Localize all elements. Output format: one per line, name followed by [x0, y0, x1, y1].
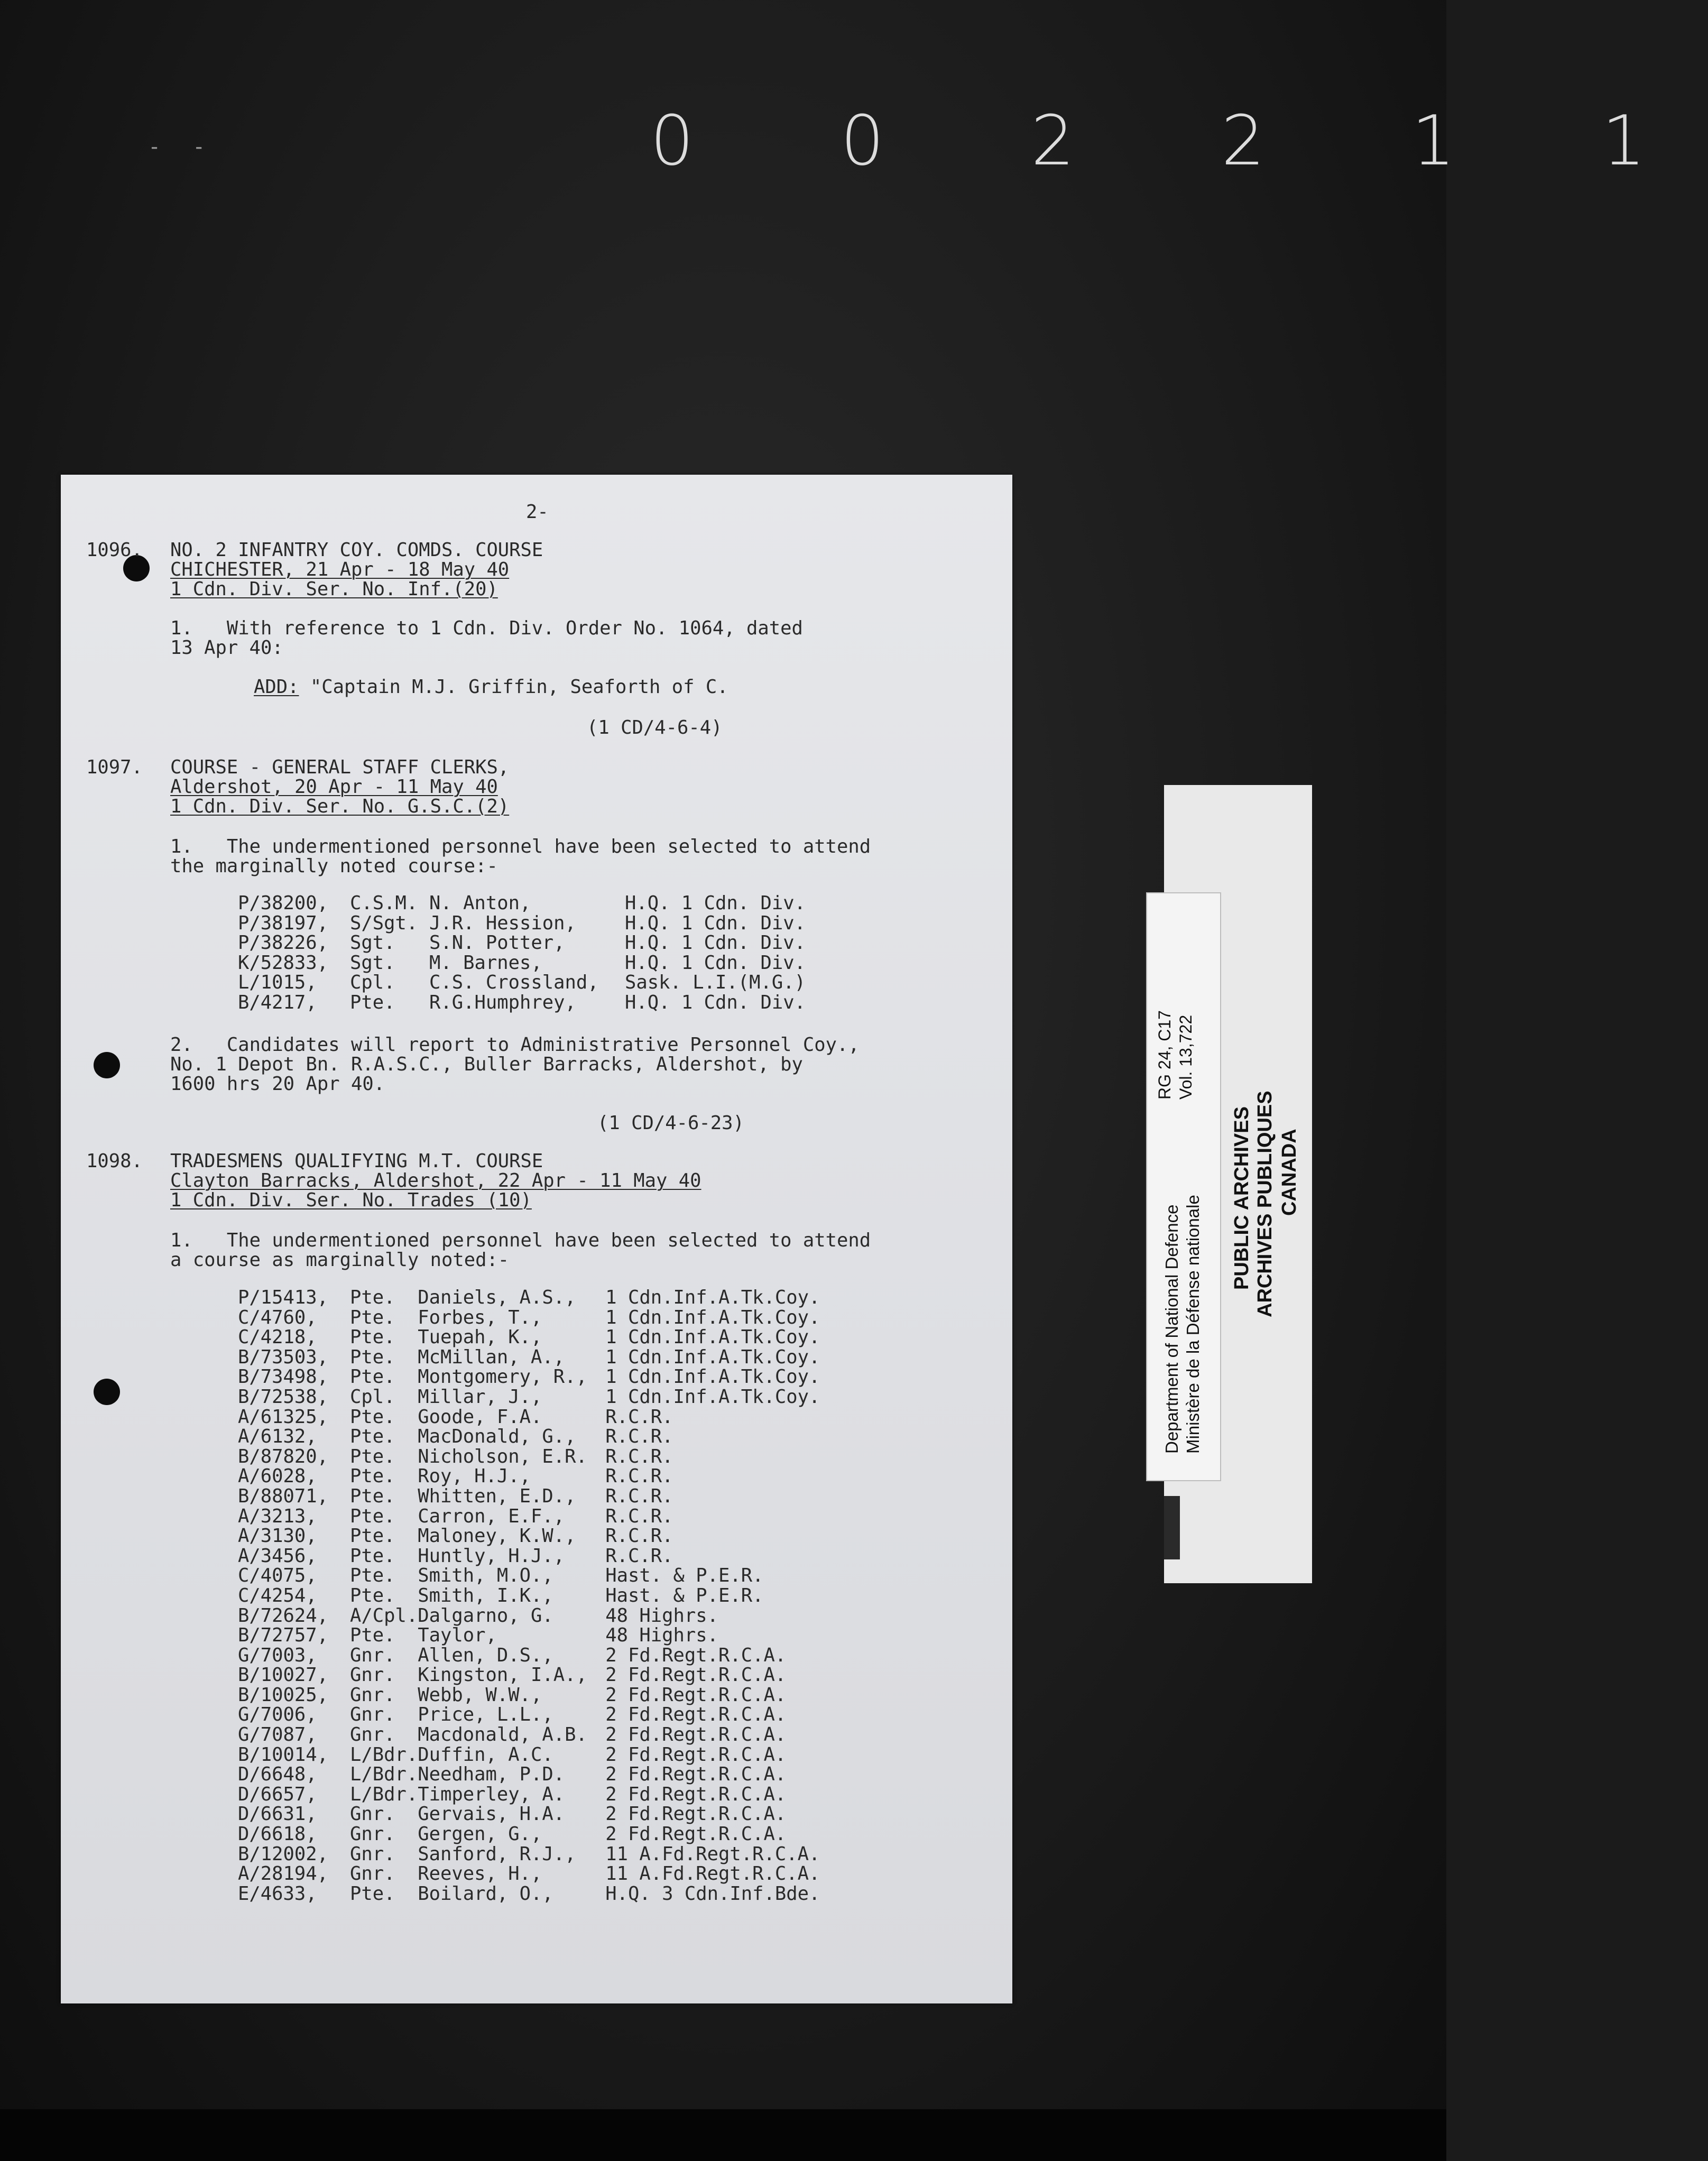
personnel-rank: A/Cpl. — [350, 1604, 418, 1627]
paragraph-line: 1. The undermentioned personnel have been selected to attend — [170, 836, 871, 857]
personnel-unit: R.C.R. — [605, 1426, 673, 1448]
personnel-number: D/6657, — [238, 1783, 317, 1805]
order-number: 1096. — [86, 539, 143, 561]
personnel-unit: 1 Cdn.Inf.A.Tk.Coy. — [605, 1386, 820, 1408]
personnel-unit: 2 Fd.Regt.R.C.A. — [605, 1664, 787, 1686]
personnel-name: Gergen, G., — [418, 1823, 542, 1845]
personnel-name: Smith, I.K., — [418, 1584, 553, 1606]
personnel-rank: Pte. — [350, 1426, 395, 1448]
personnel-name: Millar, J., — [418, 1386, 542, 1408]
archive-label — [1146, 892, 1221, 1481]
film-edge — [0, 2109, 1446, 2161]
personnel-number: B/72624, — [238, 1604, 328, 1627]
personnel-name: Whitten, E.D., — [418, 1485, 576, 1507]
archive-tab-notch — [1164, 1496, 1180, 1559]
paragraph-line: a course as marginally noted:- — [170, 1249, 510, 1271]
personnel-unit: 11 A.Fd.Regt.R.C.A. — [605, 1863, 820, 1885]
archives-en: PUBLIC ARCHIVES — [1231, 1106, 1253, 1290]
personnel-name: M. Barnes, — [429, 952, 542, 974]
personnel-rank: Gnr. — [350, 1823, 395, 1845]
personnel-number: A/28194, — [238, 1863, 328, 1885]
personnel-rank: Pte. — [350, 1882, 395, 1905]
personnel-unit: 1 Cdn.Inf.A.Tk.Coy. — [605, 1306, 820, 1328]
table-row — [238, 1725, 880, 1745]
personnel-unit: 1 Cdn.Inf.A.Tk.Coy. — [605, 1366, 820, 1388]
table-row — [238, 993, 879, 1013]
add-line — [254, 677, 728, 697]
personnel-rank: Gnr. — [350, 1803, 395, 1825]
personnel-rank: Pte. — [350, 1525, 395, 1547]
personnel-rank: Gnr. — [350, 1724, 395, 1746]
personnel-name: Huntly, H.J., — [418, 1545, 565, 1567]
personnel-name: Roy, H.J., — [418, 1465, 531, 1488]
personnel-unit: R.C.R. — [605, 1545, 673, 1567]
personnel-name: Sanford, R.J., — [418, 1843, 576, 1865]
personnel-rank: Sgt. — [350, 952, 395, 974]
personnel-number: A/6028, — [238, 1465, 317, 1488]
personnel-number: C/4760, — [238, 1306, 317, 1328]
table-row — [238, 1685, 880, 1705]
personnel-number: P/38226, — [238, 932, 328, 954]
table-row — [238, 1466, 880, 1486]
personnel-name: J.R. Hession, — [429, 912, 576, 934]
personnel-number: L/1015, — [238, 972, 317, 994]
table-row — [238, 1844, 880, 1864]
personnel-number: A/61325, — [238, 1406, 328, 1428]
archives-country: CANADA — [1278, 1129, 1300, 1216]
personnel-rank: Pte. — [350, 1465, 395, 1488]
table-row — [238, 1884, 880, 1904]
file-reference: (1 CD/4-6-23) — [597, 1112, 744, 1134]
table-row — [238, 913, 879, 934]
personnel-unit: 11 A.Fd.Regt.R.C.A. — [605, 1843, 820, 1865]
personnel-number: B/88071, — [238, 1485, 328, 1507]
table-row — [238, 1546, 880, 1566]
personnel-rank: Cpl. — [350, 1386, 395, 1408]
personnel-unit: 2 Fd.Regt.R.C.A. — [605, 1823, 787, 1845]
personnel-name: Kingston, I.A., — [418, 1664, 587, 1686]
personnel-number: G/7087, — [238, 1724, 317, 1746]
table-row — [238, 1447, 880, 1467]
punch-hole — [94, 1052, 120, 1078]
personnel-name: Maloney, K.W., — [418, 1525, 576, 1547]
personnel-name: S.N. Potter, — [429, 932, 565, 954]
personnel-unit: 1 Cdn.Inf.A.Tk.Coy. — [605, 1326, 820, 1349]
file-reference: (1 CD/4-6-4) — [587, 717, 723, 738]
personnel-name: Reeves, H., — [418, 1863, 542, 1885]
paragraph-line: No. 1 Depot Bn. R.A.S.C., Buller Barracks, Aldershot, by — [170, 1054, 803, 1075]
personnel-name: Dalgarno, G. — [418, 1604, 553, 1627]
personnel-unit: 2 Fd.Regt.R.C.A. — [605, 1684, 787, 1706]
personnel-name: N. Anton, — [429, 892, 531, 914]
table-row — [238, 933, 879, 953]
personnel-number: G/7006, — [238, 1704, 317, 1726]
personnel-name: Needham, P.D. — [418, 1763, 565, 1786]
personnel-rank: Pte. — [350, 1505, 395, 1527]
personnel-name: Forbes, T., — [418, 1306, 542, 1328]
personnel-unit: H.Q. 3 Cdn.Inf.Bde. — [605, 1882, 820, 1905]
table-row — [238, 1785, 880, 1805]
personnel-rank: Pte. — [350, 1406, 395, 1428]
personnel-unit: H.Q. 1 Cdn. Div. — [625, 892, 806, 914]
personnel-name: Smith, M.O., — [418, 1565, 553, 1587]
personnel-rank: Pte. — [350, 1545, 395, 1567]
personnel-rank: Gnr. — [350, 1863, 395, 1885]
paragraph-line: the marginally noted course:- — [170, 855, 498, 877]
punch-hole — [94, 1379, 120, 1405]
personnel-number: C/4218, — [238, 1326, 317, 1349]
personnel-unit: 1 Cdn.Inf.A.Tk.Coy. — [605, 1346, 820, 1368]
personnel-unit: Hast. & P.E.R. — [605, 1584, 764, 1606]
personnel-rank: Gnr. — [350, 1644, 395, 1666]
table-row — [238, 1745, 880, 1765]
personnel-unit: H.Q. 1 Cdn. Div. — [625, 952, 806, 974]
personnel-number: B/72538, — [238, 1386, 328, 1408]
personnel-number: B/72757, — [238, 1624, 328, 1647]
table-row — [238, 953, 879, 973]
personnel-number: B/10025, — [238, 1684, 328, 1706]
personnel-rank: Pte. — [350, 1287, 395, 1308]
personnel-unit: R.C.R. — [605, 1445, 673, 1467]
personnel-number: G/7003, — [238, 1644, 317, 1666]
personnel-unit: 2 Fd.Regt.R.C.A. — [605, 1803, 787, 1825]
personnel-number: E/4633, — [238, 1882, 317, 1905]
personnel-number: A/6132, — [238, 1426, 317, 1448]
table-row — [238, 1665, 880, 1685]
personnel-name: Nicholson, E.R. — [418, 1445, 587, 1467]
personnel-number: D/6648, — [238, 1763, 317, 1786]
add-label: ADD: — [254, 676, 299, 698]
personnel-unit: R.C.R. — [605, 1505, 673, 1527]
personnel-rank: L/Bdr. — [350, 1743, 418, 1766]
paragraph-line: 1. The undermentioned personnel have been selected to attend — [170, 1230, 871, 1251]
order-title: COURSE - GENERAL STAFF CLERKS, — [170, 756, 510, 778]
personnel-unit: R.C.R. — [605, 1525, 673, 1547]
table-row — [238, 1387, 880, 1407]
personnel-name: Duffin, A.C. — [418, 1743, 553, 1766]
personnel-rank: Gnr. — [350, 1843, 395, 1865]
archive-ref-2: Vol. 13,722 — [1176, 1014, 1195, 1100]
personnel-rank: Pte. — [350, 1584, 395, 1606]
personnel-rank: Gnr. — [350, 1684, 395, 1706]
personnel-name: Daniels, A.S., — [418, 1287, 576, 1308]
table-row — [238, 1327, 880, 1347]
personnel-unit: 48 Highrs. — [605, 1604, 718, 1627]
table-row — [238, 1288, 880, 1308]
table-row — [238, 1566, 880, 1586]
personnel-name: Gervais, H.A. — [418, 1803, 565, 1825]
personnel-unit: 2 Fd.Regt.R.C.A. — [605, 1763, 787, 1786]
personnel-rank: Pte. — [350, 1326, 395, 1349]
personnel-number: A/3456, — [238, 1545, 317, 1567]
personnel-number: A/3213, — [238, 1505, 317, 1527]
personnel-number: B/87820, — [238, 1445, 328, 1467]
table-row — [238, 1347, 880, 1368]
table-row — [238, 893, 879, 913]
personnel-unit: R.C.R. — [605, 1465, 673, 1488]
document-page — [61, 475, 1012, 2003]
paragraph-line: 1600 hrs 20 Apr 40. — [170, 1073, 385, 1095]
order-serial: 1 Cdn. Div. Ser. No. Trades (10) — [170, 1189, 532, 1211]
personnel-unit: 2 Fd.Regt.R.C.A. — [605, 1783, 787, 1805]
personnel-name: Boilard, O., — [418, 1882, 553, 1905]
personnel-unit: H.Q. 1 Cdn. Div. — [625, 991, 806, 1013]
personnel-rank: Pte. — [350, 1565, 395, 1587]
table-row — [238, 1606, 880, 1626]
personnel-number: B/10014, — [238, 1743, 328, 1766]
table-row — [238, 1824, 880, 1844]
table-row — [238, 1705, 880, 1725]
personnel-rank: S/Sgt. — [350, 912, 418, 934]
personnel-number: C/4075, — [238, 1565, 317, 1587]
personnel-rank: Pte. — [350, 1366, 395, 1388]
personnel-name: Timperley, A. — [418, 1783, 565, 1805]
personnel-unit: 2 Fd.Regt.R.C.A. — [605, 1724, 787, 1746]
order-title: NO. 2 INFANTRY COY. COMDS. COURSE — [170, 539, 543, 561]
paragraph-line: 2. Candidates will report to Administrative Personnel Coy., — [170, 1034, 860, 1056]
order-subtitle: Clayton Barracks, Aldershot, 22 Apr - 11 May 40 — [170, 1170, 701, 1192]
order-serial: 1 Cdn. Div. Ser. No. G.S.C.(2) — [170, 796, 510, 817]
order-subtitle: Aldershot, 20 Apr - 11 May 40 — [170, 776, 498, 798]
personnel-name: C.S. Crossland, — [429, 972, 599, 994]
personnel-number: K/52833, — [238, 952, 328, 974]
personnel-name: MacDonald, G., — [418, 1426, 576, 1448]
frame-number: 0 0 2 2 1 1 — [650, 100, 1708, 181]
personnel-unit: H.Q. 1 Cdn. Div. — [625, 932, 806, 954]
personnel-rank: Pte. — [350, 1485, 395, 1507]
personnel-unit: H.Q. 1 Cdn. Div. — [625, 912, 806, 934]
personnel-name: Price, L.L., — [418, 1704, 553, 1726]
personnel-name: R.G.Humphrey, — [429, 991, 576, 1013]
personnel-unit: 1 Cdn.Inf.A.Tk.Coy. — [605, 1287, 820, 1308]
add-text: "Captain M.J. Griffin, Seaforth of C. — [299, 676, 728, 698]
personnel-unit: Sask. L.I.(M.G.) — [625, 972, 806, 994]
personnel-name: Taylor, — [418, 1624, 497, 1647]
dept-en: Department of National Defence — [1162, 1204, 1181, 1454]
table-row — [238, 1407, 880, 1427]
personnel-name: Webb, W.W., — [418, 1684, 542, 1706]
personnel-number: B/4217, — [238, 991, 317, 1013]
table-row — [238, 1646, 880, 1666]
order-subtitle: CHICHESTER, 21 Apr - 18 May 40 — [170, 559, 510, 580]
personnel-rank: Pte. — [350, 1306, 395, 1328]
page-number: 2- — [526, 501, 549, 523]
personnel-name: McMillan, A., — [418, 1346, 565, 1368]
personnel-rank: Pte. — [350, 1346, 395, 1368]
table-row — [238, 973, 879, 993]
personnel-number: A/3130, — [238, 1525, 317, 1547]
film-mark: - - — [148, 135, 215, 159]
table-row — [238, 1427, 880, 1447]
table-row — [238, 1486, 880, 1507]
table-row — [238, 1308, 880, 1328]
table-row — [238, 1586, 880, 1606]
paragraph-line: 1. With reference to 1 Cdn. Div. Order No. 1064, dated — [170, 617, 803, 639]
personnel-number: P/38200, — [238, 892, 328, 914]
personnel-rank: Gnr. — [350, 1704, 395, 1726]
personnel-unit: R.C.R. — [605, 1485, 673, 1507]
personnel-name: Carron, E.F., — [418, 1505, 565, 1527]
personnel-name: Allen, D.S., — [418, 1644, 553, 1666]
personnel-rank: Cpl. — [350, 972, 395, 994]
table-row — [238, 1507, 880, 1527]
personnel-number: P/38197, — [238, 912, 328, 934]
table-row — [238, 1626, 880, 1646]
table-row — [238, 1804, 880, 1824]
personnel-unit: 2 Fd.Regt.R.C.A. — [605, 1743, 787, 1766]
personnel-name: Goode, F.A. — [418, 1406, 542, 1428]
order-number: 1097. — [86, 756, 143, 778]
personnel-unit: 2 Fd.Regt.R.C.A. — [605, 1644, 787, 1666]
order-title: TRADESMENS QUALIFYING M.T. COURSE — [170, 1150, 543, 1172]
personnel-rank: Pte. — [350, 991, 395, 1013]
personnel-unit: 48 Highrs. — [605, 1624, 718, 1647]
personnel-name: Macdonald, A.B. — [418, 1724, 587, 1746]
personnel-rank: C.S.M. — [350, 892, 418, 914]
personnel-unit: R.C.R. — [605, 1406, 673, 1428]
personnel-unit: 2 Fd.Regt.R.C.A. — [605, 1704, 787, 1726]
personnel-number: D/6618, — [238, 1823, 317, 1845]
personnel-number: B/10027, — [238, 1664, 328, 1686]
personnel-table — [238, 893, 879, 1013]
table-row — [238, 1765, 880, 1785]
archive-ref-1: RG 24, C17 — [1155, 1010, 1174, 1100]
personnel-number: C/4254, — [238, 1584, 317, 1606]
personnel-rank: Pte. — [350, 1445, 395, 1467]
personnel-rank: L/Bdr. — [350, 1783, 418, 1805]
order-number: 1098. — [86, 1150, 143, 1172]
personnel-rank: Sgt. — [350, 932, 395, 954]
personnel-rank: L/Bdr. — [350, 1763, 418, 1786]
personnel-rank: Gnr. — [350, 1664, 395, 1686]
archives-fr: ARCHIVES PUBLIQUES — [1254, 1091, 1276, 1317]
table-row — [238, 1367, 880, 1387]
personnel-number: B/73498, — [238, 1366, 328, 1388]
personnel-number: B/73503, — [238, 1346, 328, 1368]
personnel-rank: Pte. — [350, 1624, 395, 1647]
order-serial: 1 Cdn. Div. Ser. No. Inf.(20) — [170, 578, 498, 600]
table-row — [238, 1526, 880, 1546]
personnel-name: Montgomery, R., — [418, 1366, 587, 1388]
personnel-number: D/6631, — [238, 1803, 317, 1825]
personnel-table — [238, 1288, 880, 1904]
personnel-number: P/15413, — [238, 1287, 328, 1308]
paragraph-line: 13 Apr 40: — [170, 637, 283, 659]
personnel-number: B/12002, — [238, 1843, 328, 1865]
personnel-name: Tuepah, K., — [418, 1326, 542, 1349]
personnel-unit: Hast. & P.E.R. — [605, 1565, 764, 1587]
dept-fr: Ministère de la Défense nationale — [1183, 1195, 1203, 1454]
table-row — [238, 1864, 880, 1884]
